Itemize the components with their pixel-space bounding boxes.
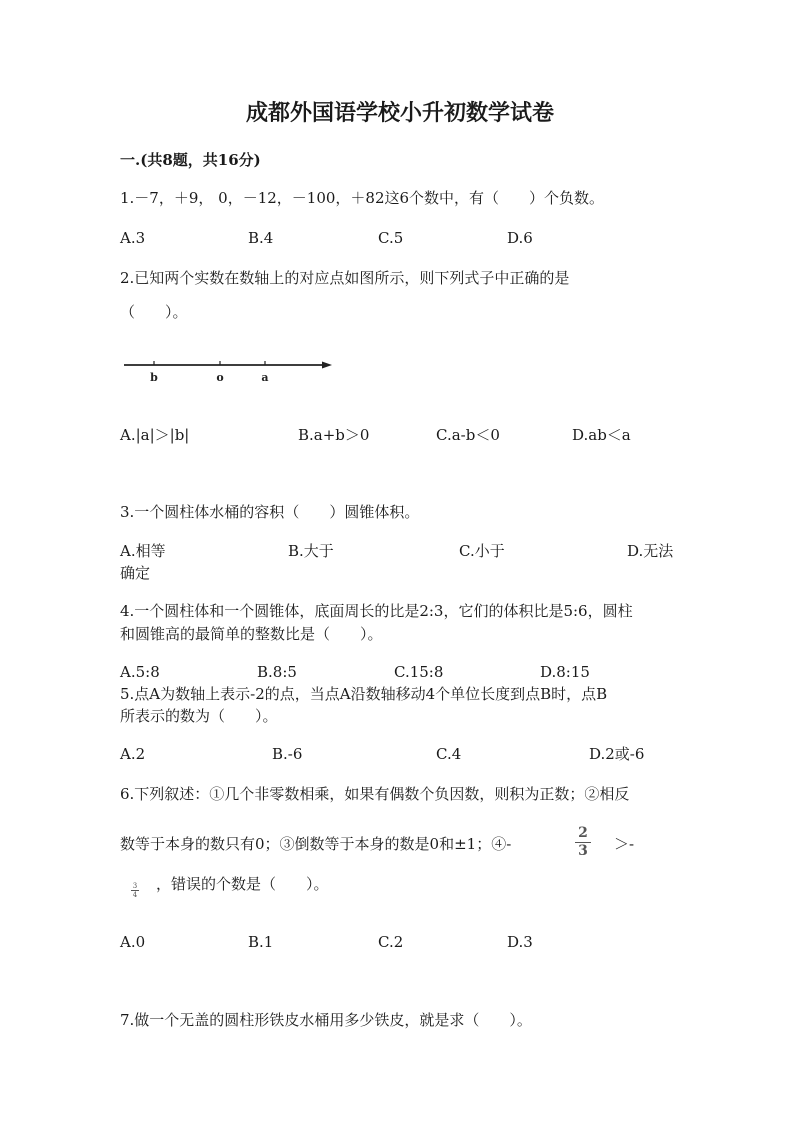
q2-option-c: C.a-b＜0 [436, 426, 500, 444]
q4-option-a: A.5:8 [120, 663, 160, 681]
q5-option-d: D.2或-6 [589, 745, 645, 763]
fraction-three-quarters [131, 882, 139, 899]
q5-option-c: C.4 [436, 745, 462, 763]
question-6-stem-line2: 数等于本身的数只有0；③倒数等于本身的数是0和±1；④- [120, 835, 512, 853]
number-line-arrow [322, 362, 332, 369]
fraction-two-thirds [575, 826, 591, 859]
q1-option-d: D.6 [507, 229, 533, 247]
axis-label-a: a [261, 371, 269, 384]
fraction-numerator: 2 [578, 825, 588, 841]
q4-option-c: C.15:8 [394, 663, 444, 681]
fraction-denominator: 3 [578, 843, 588, 859]
q3-option-c: C.小于 [459, 542, 505, 560]
greater-than-negative: ＞- [614, 835, 635, 853]
q3-option-d-wrap: 确定 [120, 564, 151, 582]
question-7-stem: 7.做一个无盖的圆柱形铁皮水桶用多少铁皮，就是求（ ）。 [120, 1011, 532, 1029]
axis-label-b: b [150, 371, 158, 384]
q3-option-b: B.大于 [288, 542, 334, 560]
axis-label-o: o [216, 371, 224, 384]
question-5-stem-line1: 5.点A为数轴上表示-2的点，当点A沿数轴移动4个单位长度到点B时，点B [120, 685, 608, 703]
q2-option-a: A.|a|＞|b| [120, 426, 190, 444]
question-5-stem-line2: 所表示的数为（ ）。 [120, 707, 278, 725]
q4-option-d: D.8:15 [540, 663, 590, 681]
q6-option-a: A.0 [120, 933, 146, 951]
fraction-denominator: 4 [132, 891, 138, 899]
question-6-stem-line3: ，错误的个数是（ ）。 [156, 875, 329, 893]
q6-option-b: B.1 [248, 933, 274, 951]
question-4-stem-line2: 和圆锥高的最简单的整数比是（ ）。 [120, 625, 383, 643]
q6-option-d: D.3 [507, 933, 533, 951]
section-heading: 一.(共8题，共16分) [120, 151, 261, 169]
q2-option-b: B.a+b＞0 [298, 426, 370, 444]
q3-option-d: D.无法 [627, 542, 674, 560]
q2-option-d: D.ab＜a [572, 426, 631, 444]
question-6-stem-line1: 6.下列叙述：①几个非零数相乘，如果有偶数个负因数，则积为正数；②相反 [120, 785, 630, 803]
q5-option-b: B.-6 [272, 745, 303, 763]
question-1-stem: 1.－7，＋9， 0，－12，－100，＋82这6个数中，有（ ）个负数。 [120, 189, 605, 207]
q4-option-b: B.8:5 [257, 663, 297, 681]
number-line-figure [120, 355, 335, 387]
q5-option-a: A.2 [120, 745, 146, 763]
fraction-numerator: 3 [132, 882, 138, 890]
question-3-stem: 3.一个圆柱体水桶的容积（ ）圆锥体积。 [120, 503, 420, 521]
q3-option-a: A.相等 [120, 542, 166, 560]
q1-option-c: C.5 [378, 229, 404, 247]
page-title: 成都外国语学校小升初数学试卷 [245, 100, 554, 126]
question-4-stem-line1: 4.一个圆柱体和一个圆锥体，底面周长的比是2:3，它们的体积比是5:6，圆柱 [120, 602, 633, 620]
question-2-stem-line2: （ ）。 [120, 303, 188, 321]
q6-option-c: C.2 [378, 933, 404, 951]
q1-option-b: B.4 [248, 229, 274, 247]
q1-option-a: A.3 [120, 229, 146, 247]
question-2-stem-line1: 2.已知两个实数在数轴上的对应点如图所示，则下列式子中正确的是 [120, 269, 570, 287]
